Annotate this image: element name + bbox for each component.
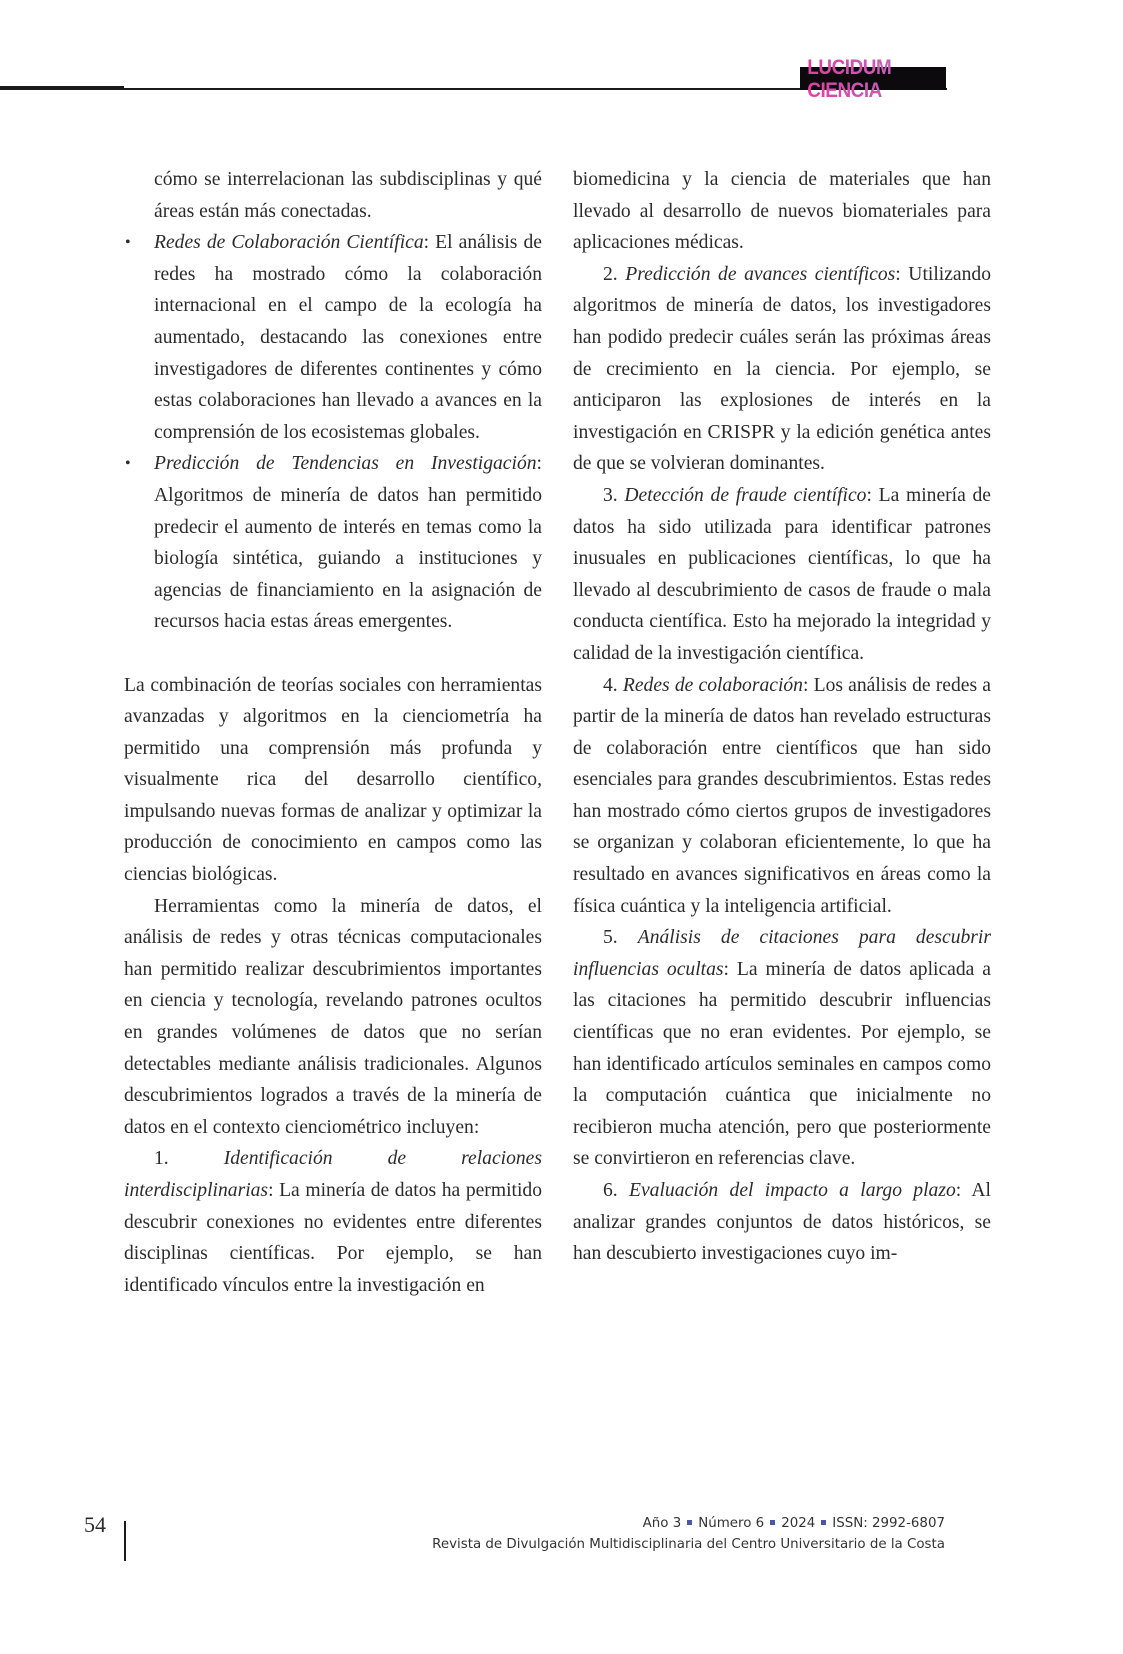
numbered-item xyxy=(573,670,991,923)
numbered-item xyxy=(573,259,991,480)
left-column xyxy=(124,164,542,1301)
bullet-item xyxy=(124,448,542,638)
body-paragraph: La combinación de teorías sociales con herramientas avanzadas y algoritmos en la cienciometría ha permitido una comprensión más profunda y visualmente rica del desarrollo científico, impulsando nuevas formas de analizar y optimizar la producción de conocimiento en campos como las ciencias biológicas. xyxy=(124,674,542,886)
item-number: 4. xyxy=(603,674,618,696)
item-text: : Utilizando algoritmos de minería de datos, los investigadores han podido predecir cuáles serán las próximas áreas de crecimiento en la ciencia. Por ejemplo, se anticiparon las explosiones de interés en la investigación en CRISPR y la edición genética antes de que se volvieran dominantes. xyxy=(573,263,992,475)
numbered-item xyxy=(573,922,991,1175)
separator-square-icon xyxy=(821,1520,826,1525)
item-number: 5. xyxy=(603,927,618,949)
item-number: 6. xyxy=(603,1180,618,1201)
bullet-title: Redes de Colaboración Científica xyxy=(154,232,424,254)
body-paragraph: Herramientas como la minería de datos, el análisis de redes y otras técnicas computacionales han permitido realizar descubrimientos importantes en ciencia y tecnología, revelando patrones ocultos en grandes volúmenes de datos que no serían detectables mediante análisis tradicionales. Algunos descubrimientos logrados a través de la minería de datos en el contexto cienciométrico incluyen: xyxy=(124,895,542,1138)
item-text: : La minería de datos ha permitido descubrir conexiones no evidentes entre diferentes disciplinas científicas. Por ejemplo, se han identificado vínculos entre la investigación en xyxy=(124,1180,542,1296)
volume-year: Año 3 xyxy=(642,1516,682,1531)
bullet-icon: • xyxy=(125,234,131,252)
item-title: Redes de colaboración xyxy=(622,674,803,696)
item-title: Predicción de avances científicos xyxy=(625,263,896,285)
item-number: 1. xyxy=(154,1148,169,1170)
bullet-icon: • xyxy=(125,455,131,473)
item-number: 2. xyxy=(603,263,618,285)
item-number: 3. xyxy=(603,484,618,506)
item-title: Evaluación del impacto a largo plazo xyxy=(629,1180,956,1201)
journal-name: Revista de Divulgación Multidisciplinaria del Centro Universitario de la Costa xyxy=(432,1537,945,1552)
item-text: : Al analizar grandes conjuntos de datos históricos, se han descubierto investigaciones cuyo im- xyxy=(573,1180,991,1265)
footer-info xyxy=(432,1513,945,1555)
bullet-item xyxy=(124,227,542,448)
journal-logo-text: LUCIDUM CIENCIA xyxy=(807,56,938,102)
item-text: : Los análisis de redes a partir de la minería de datos han revelado estructuras de colaboración entre científicos que han sido esenciales para grandes descubrimientos. Estas redes han mostrado cómo ciertos grupos de investigadores se organizan y colaboran eficientemente, lo que ha resultado en avances significativos en áreas como la física cuántica y la inteligencia artificial. xyxy=(573,674,991,917)
right-column xyxy=(573,164,991,1270)
numbered-item xyxy=(573,480,991,670)
issue-number: Número 6 xyxy=(698,1516,765,1531)
item-title: Detección de fraude científico xyxy=(624,484,867,506)
page-number-divider xyxy=(124,1521,126,1561)
item-text: : La minería de datos aplicada a las citaciones ha permitido descubrir influencias científicas que no eran evidentes. Por ejemplo, se han identificado artículos seminales en campos como la computación cuántica que inicialmente no recibieron mucha atención, pero que posteriormente se convirtieron en referencias clave. xyxy=(573,958,991,1170)
publication-year: 2024 xyxy=(781,1516,816,1531)
bullet-title: Predicción de Tendencias en Investigación xyxy=(154,453,537,475)
continuation-text: biomedicina y la ciencia de materiales que han llevado al desarrollo de nuevos biomateriales para aplicaciones médicas. xyxy=(573,169,991,254)
bullet-text: : El análisis de redes ha mostrado cómo la colaboración internacional en el campo de la ecología ha aumentado, destacando las conexiones entre investigadores de diferentes continentes y cómo estas colaboraciones han llevado a avances en la comprensión de los ecosistemas globales. xyxy=(154,232,542,443)
header-rule-thick xyxy=(0,86,124,90)
bullet-text: : Algoritmos de minería de datos han permitido predecir el aumento de interés en temas como la biología sintética, guiando a instituciones y agencias de financiamiento en la asignación de recursos hacia estas áreas emergentes. xyxy=(154,453,542,633)
separator-square-icon xyxy=(687,1520,692,1525)
item-title: Análisis de citaciones para descubrir influencias ocultas xyxy=(573,927,991,980)
continuation-text: cómo se interrelacionan las subdisciplinas y qué áreas están más conectadas. xyxy=(154,169,542,222)
separator-square-icon xyxy=(770,1520,775,1525)
numbered-item xyxy=(124,1143,542,1301)
issn: ISSN: 2992-6807 xyxy=(832,1516,945,1531)
issue-line xyxy=(432,1513,945,1534)
item-text: : La minería de datos ha sido utilizada para identificar patrones inusuales en publicaciones científicas, lo que ha llevado al descubrimiento de casos de fraude o mala conducta científica. Esto ha mejorado la integridad y calidad de la investigación científica. xyxy=(573,484,991,664)
page-number: 54 xyxy=(84,1512,106,1537)
numbered-item xyxy=(573,1175,991,1270)
journal-logo xyxy=(800,55,946,102)
item-title: Identificación de relaciones interdisciplinarias xyxy=(124,1148,542,1201)
